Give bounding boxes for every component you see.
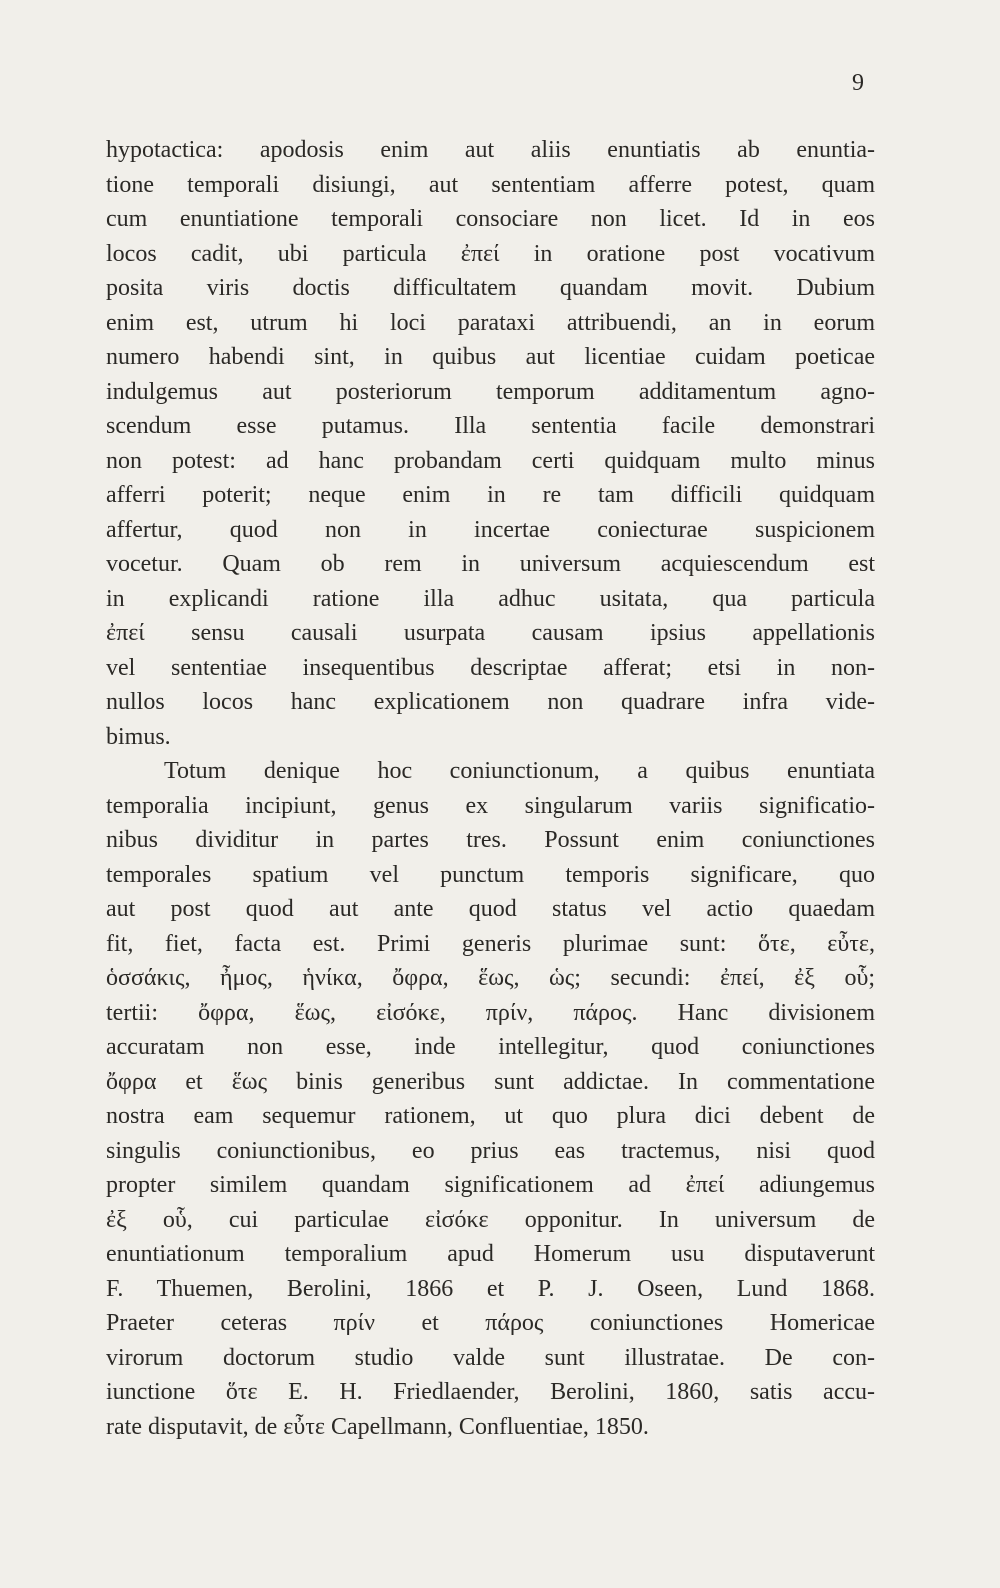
- text-line: iunctione ὅτε E. H. Friedlaender, Berolini, 1860, satis accu-: [106, 1379, 875, 1405]
- text-line: bimus.: [106, 723, 171, 750]
- text-line: tertii: ὄφρα, ἕως, εἰσόκε, πρίν, πάρος. Hanc divisionem: [106, 999, 875, 1026]
- page-number: 9: [852, 70, 864, 96]
- text-line: F. Thuemen, Berolini, 1866 et P. J. Oseen, Lund 1868.: [106, 1275, 875, 1302]
- text-line: enuntiationum temporalium apud Homerum usu disputaverunt: [106, 1241, 875, 1267]
- text-line: non potest: ad hanc probandam certi quidquam multo minus: [106, 447, 875, 474]
- text-line: nibus dividitur in partes tres. Possunt enim coniunctiones: [106, 827, 875, 853]
- text-line: tione temporali disiungi, aut sententiam afferre potest, quam: [106, 171, 875, 198]
- text-line: virorum doctorum studio valde sunt illustratae. De con-: [106, 1344, 875, 1371]
- text-line: in explicandi ratione illa adhuc usitata, qua particula: [106, 585, 875, 612]
- text-line: Totum denique hoc coniunctionum, a quibus enuntiata: [164, 758, 875, 784]
- text-line: fit, fiet, facta est. Primi generis plurimae sunt: ὅτε, εὖτε,: [106, 930, 875, 957]
- text-line: vocetur. Quam ob rem in universum acquiescendum est: [106, 551, 875, 577]
- text-line: aut post quod aut ante quod status vel actio quaedam: [106, 896, 875, 922]
- text-line: ἐπεί sensu causali usurpata causam ipsius appellationis: [106, 620, 875, 646]
- text-line: nostra eam sequemur rationem, ut quo plura dici debent de: [106, 1103, 875, 1129]
- text-line: ὁσσάκις, ἦμος, ἡνίκα, ὄφρα, ἕως, ὡς; secundi: ἐπεί, ἐξ οὗ;: [106, 965, 875, 991]
- text-line: ἐξ οὗ, cui particulae εἰσόκε opponitur. In universum de: [106, 1206, 875, 1233]
- text-line: enim est, utrum hi loci parataxi attribuendi, an in eorum: [106, 309, 875, 336]
- text-line: numero habendi sint, in quibus aut licentiae cuidam poeticae: [106, 344, 875, 370]
- text-line: nullos locos hanc explicationem non quadrare infra vide-: [106, 689, 875, 715]
- text-line: accuratam non esse, inde intellegitur, quod coniunctiones: [106, 1034, 875, 1060]
- text-line: Praeter ceteras πρίν et πάρος coniunctiones Homericae: [106, 1310, 875, 1336]
- text-line: vel sententiae insequentibus descriptae afferat; etsi in non-: [106, 654, 875, 681]
- text-line: rate disputavit, de εὖτε Capellmann, Confluentiae, 1850.: [106, 1413, 649, 1440]
- text-line: afferri poterit; neque enim in re tam difficili quidquam: [106, 482, 875, 508]
- text-line: temporalia incipiunt, genus ex singularum variis significatio-: [106, 792, 875, 819]
- body-text: [106, 133, 875, 1444]
- text-line: hypotactica: apodosis enim aut aliis enuntiatis ab enuntia-: [106, 137, 875, 163]
- text-line: cum enuntiatione temporali consociare non licet. Id in eos: [106, 206, 875, 232]
- text-line: scendum esse putamus. Illa sententia facile demonstrari: [106, 413, 875, 439]
- text-line: affertur, quod non in incertae coniecturae suspicionem: [106, 516, 875, 543]
- text-line: temporales spatium vel punctum temporis significare, quo: [106, 861, 875, 888]
- text-line: singulis coniunctionibus, eo prius eas tractemus, nisi quod: [106, 1137, 875, 1164]
- text-line: ὄφρα et ἕως binis generibus sunt addictae. In commentatione: [106, 1068, 875, 1095]
- text-line: posita viris doctis difficultatem quandam movit. Dubium: [106, 275, 875, 301]
- text-line: propter similem quandam significationem ad ἐπεί adiungemus: [106, 1172, 875, 1198]
- text-line: locos cadit, ubi particula ἐπεί in oratione post vocativum: [106, 240, 875, 267]
- text-line: indulgemus aut posteriorum temporum additamentum agno-: [106, 378, 875, 405]
